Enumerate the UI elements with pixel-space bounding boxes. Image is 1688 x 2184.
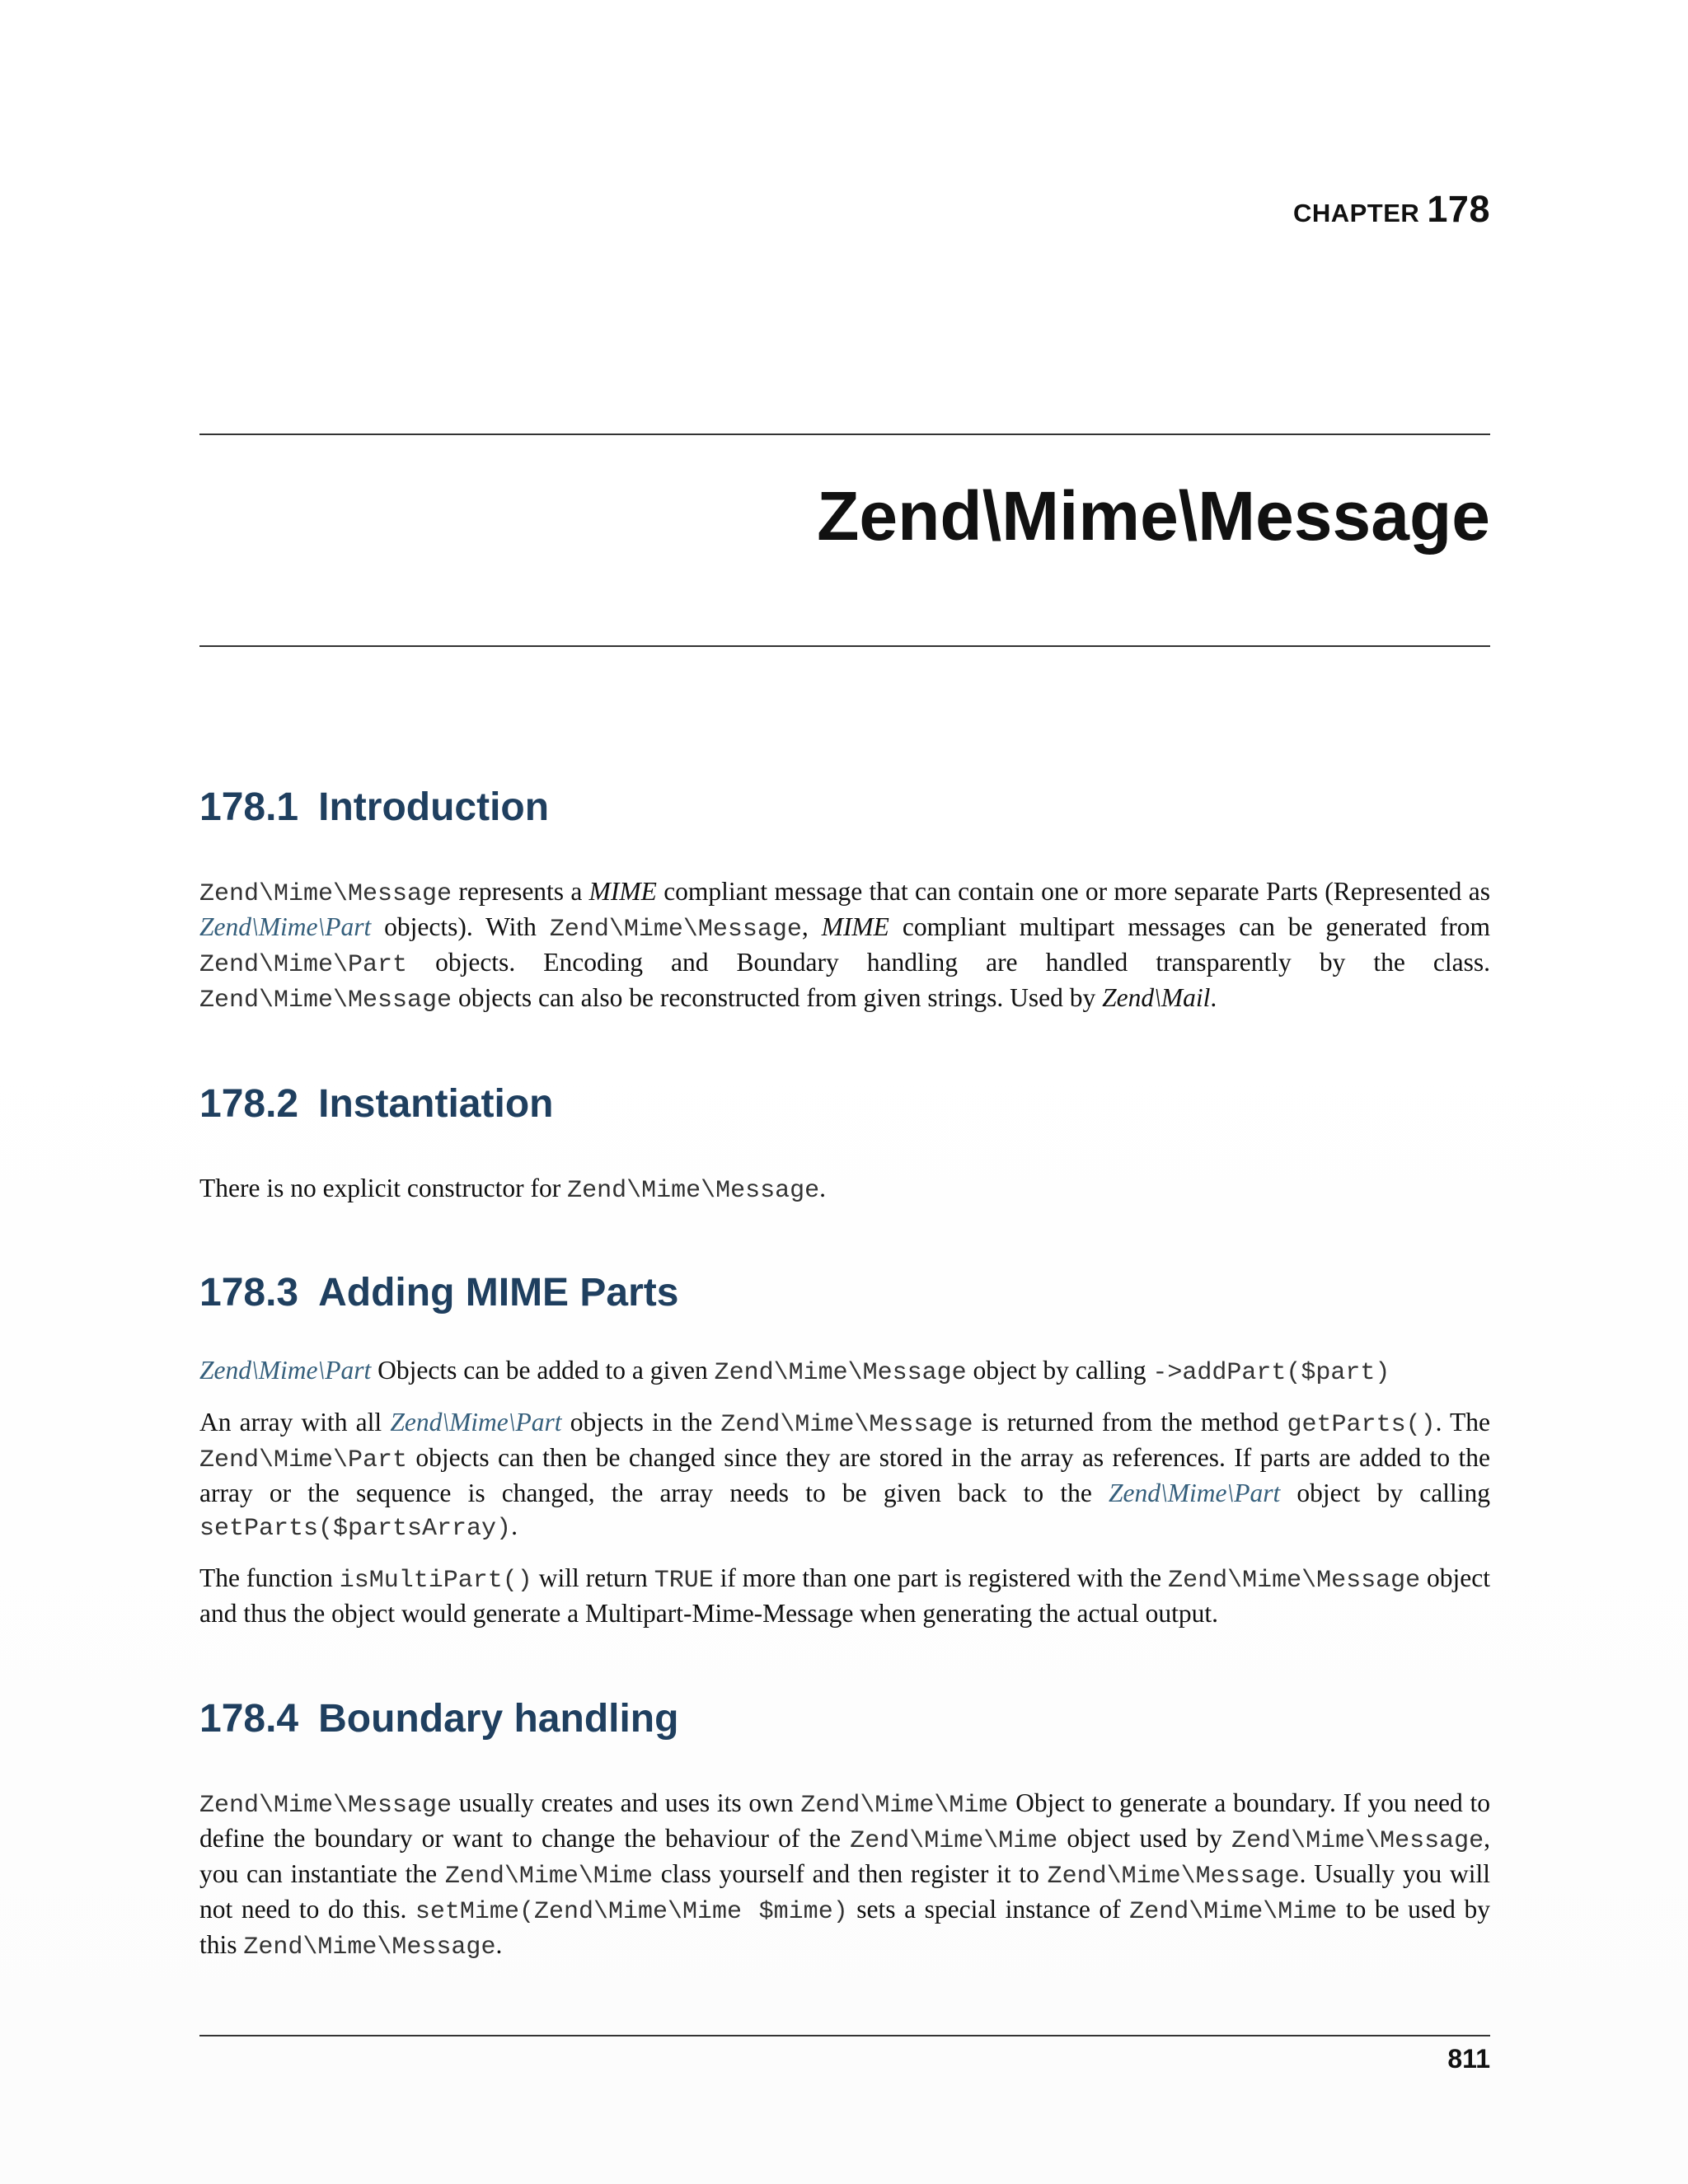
body-text: object used by bbox=[1057, 1824, 1232, 1853]
inline-code: Zend\Mime\Message bbox=[199, 1792, 452, 1820]
cross-reference-link[interactable]: Zend\Mime\Part bbox=[390, 1408, 562, 1436]
cross-reference-link[interactable]: Zend\Mime\Part bbox=[199, 912, 372, 941]
body-text: An array with all bbox=[199, 1408, 391, 1436]
body-text: compliant multipart messages can be generated from bbox=[889, 912, 1491, 941]
body-text: represents a bbox=[452, 877, 589, 906]
body-text: The function bbox=[199, 1563, 340, 1592]
inline-code: Zend\Mime\Part bbox=[199, 951, 408, 979]
inline-code: Zend\Mime\Message bbox=[1231, 1827, 1484, 1855]
body-text: will return bbox=[532, 1563, 654, 1592]
inline-code: Zend\Mime\Part bbox=[199, 1446, 408, 1474]
inline-code: Zend\Mime\Message bbox=[243, 1933, 496, 1961]
body-text: , bbox=[801, 912, 822, 941]
title-rule-bottom bbox=[199, 645, 1490, 647]
cross-reference-link[interactable]: Zend\Mime\Part bbox=[199, 1356, 372, 1385]
inline-code: setParts($partsArray) bbox=[199, 1515, 512, 1543]
inline-code: TRUE bbox=[654, 1567, 714, 1595]
body-text: to be used by this bbox=[199, 1895, 1490, 1959]
section-boundary-handling bbox=[199, 1694, 1490, 1964]
chapter-label bbox=[1293, 188, 1490, 231]
body-text: object and thus the object would generate a Multipart-Mime-Message when generating the actual output. bbox=[199, 1563, 1490, 1628]
body-text: , you can instantiate the bbox=[199, 1824, 1490, 1888]
body-text: objects can also be reconstructed from given strings. Used by bbox=[452, 983, 1103, 1012]
body-text: objects. Encoding and Boundary handling are handled transparently by the class. bbox=[407, 948, 1490, 977]
chapter-number: 178 bbox=[1427, 188, 1490, 230]
section-title: Instantiation bbox=[318, 1082, 554, 1126]
body-text: compliant message that can contain one or more separate Parts (Represented as bbox=[656, 877, 1490, 906]
inline-code: Zend\Mime\Message bbox=[720, 1411, 973, 1439]
body-text: . bbox=[495, 1930, 503, 1959]
inline-code: Zend\Mime\Message bbox=[549, 916, 802, 944]
section-number: 178.2 bbox=[199, 1082, 299, 1126]
section-number: 178.1 bbox=[199, 785, 299, 829]
section-title: Boundary handling bbox=[318, 1697, 679, 1741]
body-text: . bbox=[819, 1174, 827, 1202]
body-text: Object to generate a boundary. If you need to define the boundary or want to change the behaviour of the bbox=[199, 1788, 1490, 1853]
body-text: is returned from the method bbox=[973, 1408, 1287, 1436]
inline-code: ->addPart($part) bbox=[1152, 1359, 1390, 1387]
section-heading bbox=[199, 783, 1490, 832]
body-text: . The bbox=[1435, 1408, 1491, 1436]
paragraph bbox=[199, 875, 1490, 1017]
inline-code: Zend\Mime\Mime bbox=[1129, 1898, 1338, 1926]
body-text: object by calling bbox=[966, 1356, 1153, 1385]
body-text: usually creates and uses its own bbox=[452, 1788, 801, 1817]
emphasis-text: Zend\Mail bbox=[1102, 983, 1211, 1012]
body-text: sets a special instance of bbox=[847, 1895, 1130, 1924]
footer-rule bbox=[199, 2035, 1490, 2036]
chapter-label-text: CHAPTER bbox=[1292, 199, 1420, 227]
inline-code: Zend\Mime\Mime bbox=[850, 1827, 1058, 1855]
emphasis-text: MIME bbox=[821, 912, 889, 941]
body-text: . Usually you will not need to do this. bbox=[199, 1859, 1490, 1924]
inline-code: Zend\Mime\Message bbox=[567, 1177, 820, 1205]
body-text: . bbox=[1210, 983, 1217, 1012]
body-text: object by calling bbox=[1280, 1479, 1490, 1507]
body-text: objects). With bbox=[371, 912, 550, 941]
inline-code: Zend\Mime\Message bbox=[199, 987, 452, 1015]
section-heading bbox=[199, 1080, 1490, 1129]
inline-code: Zend\Mime\Mime bbox=[444, 1863, 653, 1891]
section-introduction bbox=[199, 783, 1490, 1017]
inline-code: Zend\Mime\Message bbox=[199, 880, 452, 908]
paragraph bbox=[199, 1354, 1490, 1390]
body-text: if more than one part is registered with the bbox=[713, 1563, 1169, 1592]
body-text: class yourself and then register it to bbox=[652, 1859, 1048, 1888]
section-number: 178.3 bbox=[199, 1271, 299, 1315]
paragraph bbox=[199, 1406, 1490, 1545]
inline-code: Zend\Mime\Message bbox=[1168, 1567, 1421, 1595]
inline-code: Zend\Mime\Mime bbox=[800, 1792, 1009, 1820]
inline-code: Zend\Mime\Message bbox=[1047, 1863, 1300, 1891]
section-adding-mime-parts bbox=[199, 1268, 1490, 1630]
paragraph bbox=[199, 1787, 1490, 1964]
body-text: objects in the bbox=[561, 1408, 721, 1436]
section-heading bbox=[199, 1694, 1490, 1744]
paragraph bbox=[199, 1562, 1490, 1630]
section-heading bbox=[199, 1268, 1490, 1318]
inline-code: isMultiPart() bbox=[339, 1567, 532, 1595]
cross-reference-link[interactable]: Zend\Mime\Part bbox=[1109, 1479, 1281, 1507]
body-text: Objects can be added to a given bbox=[371, 1356, 715, 1385]
inline-code: getParts() bbox=[1287, 1411, 1436, 1439]
inline-code: Zend\Mime\Message bbox=[714, 1359, 967, 1387]
body-text: objects can then be changed since they are stored in the array as references. If parts are added to the array or the sequence is changed, the array needs to be given back to the bbox=[199, 1443, 1490, 1507]
section-instantiation bbox=[199, 1080, 1490, 1207]
emphasis-text: MIME bbox=[588, 877, 657, 906]
body-text: . bbox=[511, 1511, 518, 1540]
page-content bbox=[199, 783, 1490, 1964]
title-rule-top bbox=[199, 434, 1490, 435]
paragraph bbox=[199, 1172, 1490, 1207]
inline-code: setMime(Zend\Mime\Mime $mime) bbox=[415, 1898, 848, 1926]
section-number: 178.4 bbox=[199, 1697, 299, 1741]
section-title: Adding MIME Parts bbox=[318, 1271, 679, 1315]
section-title: Introduction bbox=[318, 785, 550, 829]
page-number: 811 bbox=[1447, 2044, 1490, 2074]
chapter-title: Zend\Mime\Message bbox=[817, 477, 1490, 555]
body-text: There is no explicit constructor for bbox=[199, 1174, 568, 1202]
